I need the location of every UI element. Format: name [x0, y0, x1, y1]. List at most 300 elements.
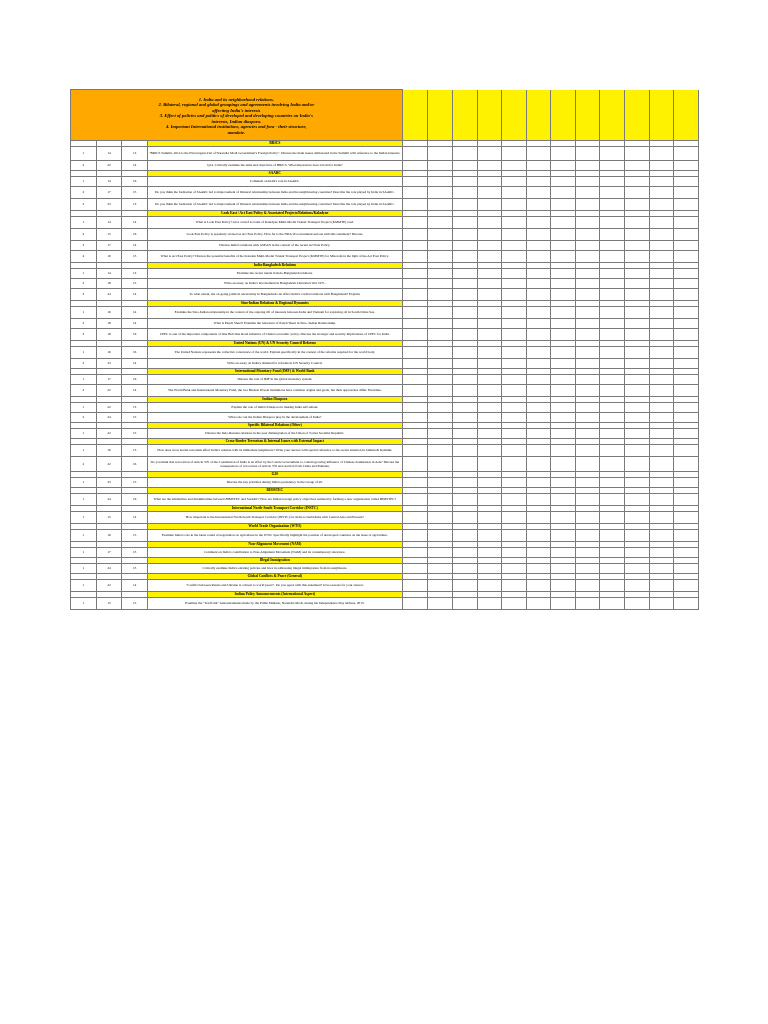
blank-cell — [452, 90, 477, 141]
question-text: What is Act East Policy? Discuss the potential benefits of the Kaladan Multi-Modal Transit Transport Project (KMMTP) for Mizoram in the light of the Act East Policy. — [148, 251, 403, 263]
blank-cell — [402, 187, 428, 199]
blank-cell — [452, 279, 477, 289]
blank-cell — [526, 548, 551, 558]
header-line: 4. Important International institutions, agencies and fora - their structure, — [165, 124, 307, 130]
blank-cell — [674, 530, 699, 542]
question-col-b: 14 — [122, 512, 148, 524]
section-heading: Look East / Act East Policy & Associated Projects/Relations/Kaladyne — [148, 211, 403, 217]
blank-cell — [600, 147, 625, 161]
question-row — [71, 598, 699, 610]
question-col-a: 14 — [96, 217, 122, 229]
blank-cell — [575, 347, 600, 359]
blank-cell — [600, 319, 625, 329]
blank-cell — [402, 598, 428, 610]
blank-cell — [674, 90, 699, 141]
blank-cell — [428, 187, 453, 199]
question-col-b: 16 — [122, 229, 148, 241]
section-heading: Non-Alignment Movement (NAM) — [148, 542, 403, 548]
question-text: Comment on India's role in SAARC. — [148, 177, 403, 187]
blank-cell — [477, 187, 502, 199]
blank-cell — [402, 548, 428, 558]
blank-cell — [600, 564, 625, 574]
blank-cell — [428, 217, 453, 229]
question-row — [71, 177, 699, 187]
question-number: 3 — [71, 329, 97, 341]
blank-cell — [551, 580, 576, 592]
blank-cell — [402, 307, 428, 319]
blank-cell — [402, 177, 428, 187]
blank-cell — [625, 530, 650, 542]
blank-cell — [575, 289, 600, 301]
blank-cell — [600, 457, 625, 472]
blank-cell — [649, 307, 674, 319]
blank-cell — [477, 319, 502, 329]
blank-cell — [600, 494, 625, 506]
question-row — [71, 494, 699, 506]
blank-cell — [428, 177, 453, 187]
blank-cell — [551, 359, 576, 369]
blank-cell — [551, 289, 576, 301]
blank-cell — [625, 478, 650, 488]
blank-cell — [428, 375, 453, 385]
blank-cell — [600, 90, 625, 141]
blank-cell — [625, 494, 650, 506]
blank-cell — [402, 512, 428, 524]
blank-cell — [452, 199, 477, 211]
blank-cell — [526, 512, 551, 524]
blank-cell — [674, 478, 699, 488]
question-col-a: 17 — [96, 375, 122, 385]
question-row — [71, 512, 699, 524]
question-col-b: 14 — [122, 385, 148, 397]
blank-cell — [452, 413, 477, 423]
blank-cell — [551, 548, 576, 558]
blank-cell — [551, 564, 576, 574]
blank-cell — [575, 457, 600, 472]
blank-cell — [428, 478, 453, 488]
blank-cell — [649, 385, 674, 397]
blank-cell — [477, 217, 502, 229]
blank-cell — [600, 580, 625, 592]
question-col-a: 23 — [96, 359, 122, 369]
blank-cell — [575, 548, 600, 558]
blank-cell — [575, 199, 600, 211]
blank-cell — [477, 385, 502, 397]
blank-cell — [625, 403, 650, 413]
blank-cell — [452, 241, 477, 251]
blank-cell — [402, 530, 428, 542]
blank-cell — [649, 90, 674, 141]
blank-cell — [551, 429, 576, 439]
header-line: affecting India's interests — [212, 107, 261, 113]
blank-cell — [502, 307, 527, 319]
blank-cell — [625, 457, 650, 472]
blank-cell — [477, 251, 502, 263]
blank-cell — [428, 385, 453, 397]
question-number: 2 — [71, 359, 97, 369]
section-heading: Indian Policy Announcements (International Aspect) — [148, 592, 403, 598]
blank-cell — [452, 375, 477, 385]
question-text: Critically examine India's existing policies and laws in addressing illegal immigration from its neighbours. — [148, 564, 403, 574]
blank-cell — [502, 564, 527, 574]
blank-cell — [502, 289, 527, 301]
blank-cell — [625, 375, 650, 385]
question-col-a: 22 — [96, 429, 122, 439]
blank-cell — [600, 347, 625, 359]
question-col-b: 14 — [122, 217, 148, 229]
blank-cell — [674, 177, 699, 187]
blank-cell — [477, 530, 502, 542]
blank-cell — [402, 403, 428, 413]
blank-cell — [674, 147, 699, 161]
blank-cell — [625, 359, 650, 369]
question-col-b: 16 — [122, 494, 148, 506]
blank-cell — [625, 269, 650, 279]
blank-cell — [502, 445, 527, 457]
blank-cell — [674, 199, 699, 211]
blank-cell — [575, 375, 600, 385]
blank-cell — [551, 161, 576, 171]
blank-cell — [649, 187, 674, 199]
question-col-a: 16 — [96, 307, 122, 319]
blank-cell — [477, 375, 502, 385]
blank-cell — [526, 375, 551, 385]
blank-cell — [575, 177, 600, 187]
blank-cell — [625, 445, 650, 457]
blank-cell — [575, 445, 600, 457]
blank-cell — [526, 359, 551, 369]
question-text: Write an essay on India's demand for reforms in UN Security Council. — [148, 359, 403, 369]
section-heading: Specific Bilateral Relations (Other) — [148, 423, 403, 429]
blank-cell — [674, 413, 699, 423]
question-row — [71, 347, 699, 359]
blank-cell — [625, 307, 650, 319]
blank-cell — [477, 580, 502, 592]
question-col-b: 15 — [122, 478, 148, 488]
blank-cell — [402, 90, 428, 141]
blank-cell — [477, 147, 502, 161]
blank-cell — [502, 241, 527, 251]
blank-cell — [428, 90, 453, 141]
blank-cell — [526, 478, 551, 488]
blank-cell — [625, 580, 650, 592]
blank-cell — [551, 494, 576, 506]
question-number: 4 — [71, 251, 97, 263]
blank-cell — [428, 329, 453, 341]
question-col-a: 22 — [96, 385, 122, 397]
blank-cell — [551, 403, 576, 413]
question-number: 1 — [71, 269, 97, 279]
blank-cell — [625, 199, 650, 211]
blank-cell — [428, 307, 453, 319]
blank-cell — [625, 548, 650, 558]
blank-cell — [600, 187, 625, 199]
blank-cell — [649, 251, 674, 263]
question-col-b: 13 — [122, 564, 148, 574]
blank-cell — [428, 347, 453, 359]
blank-cell — [674, 429, 699, 439]
blank-cell — [526, 319, 551, 329]
section-heading: BRICS — [148, 141, 403, 147]
blank-cell — [477, 478, 502, 488]
question-col-a: 22 — [96, 580, 122, 592]
blank-cell — [551, 347, 576, 359]
blank-cell — [452, 177, 477, 187]
blank-cell — [502, 403, 527, 413]
blank-cell — [649, 445, 674, 457]
blank-cell — [477, 359, 502, 369]
blank-cell — [600, 530, 625, 542]
blank-cell — [477, 177, 502, 187]
blank-cell — [674, 269, 699, 279]
blank-cell — [674, 289, 699, 301]
blank-cell — [477, 269, 502, 279]
blank-cell — [600, 512, 625, 524]
question-col-b: 16 — [122, 457, 148, 472]
blank-cell — [502, 217, 527, 229]
blank-cell — [502, 598, 527, 610]
blank-cell — [575, 329, 600, 341]
question-text: Look East Policy is popularly revised as Act East Policy. How far is the NDA II Government serious with this statement? Discuss. — [148, 229, 403, 241]
blank-cell — [502, 177, 527, 187]
header-line: mandate. — [227, 129, 246, 135]
blank-cell — [402, 251, 428, 263]
blank-cell — [477, 598, 502, 610]
blank-cell — [575, 279, 600, 289]
blank-cell — [502, 494, 527, 506]
question-number: 1 — [71, 512, 97, 524]
blank-cell — [575, 429, 600, 439]
question-row — [71, 187, 699, 199]
blank-cell — [526, 494, 551, 506]
blank-cell — [526, 161, 551, 171]
section-heading: Cross-Border Terrorism & Internal Issues with External Impact — [148, 439, 403, 445]
blank-cell — [428, 147, 453, 161]
blank-cell — [477, 548, 502, 558]
question-text: What role can the Indian Diaspora play in the development of India? — [148, 413, 403, 423]
blank-cell — [502, 347, 527, 359]
blank-cell — [526, 598, 551, 610]
question-text: The United Nations represents the collective conscience of the world. Explain specifically in the context of the reforms required for the world body. — [148, 347, 403, 359]
question-number: 1 — [71, 598, 97, 610]
blank-cell — [502, 457, 527, 472]
blank-cell — [402, 319, 428, 329]
blank-cell — [452, 457, 477, 472]
question-col-a: 17 — [96, 241, 122, 251]
question-row — [71, 478, 699, 488]
blank-cell — [402, 161, 428, 171]
question-col-b: 14 — [122, 580, 148, 592]
blank-cell — [452, 229, 477, 241]
blank-cell — [402, 217, 428, 229]
blank-cell — [674, 251, 699, 263]
blank-cell — [477, 229, 502, 241]
blank-cell — [502, 251, 527, 263]
blank-cell — [674, 598, 699, 610]
blank-cell — [551, 229, 576, 241]
blank-cell — [502, 329, 527, 341]
blank-cell — [625, 429, 650, 439]
question-text: Do you think that revocation of Article 370 of the Constitution of India is an effort by the Centre Government to contain growing influence of Chinese domination in Asia? Discuss the consequences of revocation of Article 370 and reaction from China and Pakistan. — [148, 457, 403, 472]
blank-cell — [600, 329, 625, 341]
sheet-body — [71, 90, 699, 610]
blank-cell — [477, 413, 502, 423]
blank-cell — [551, 241, 576, 251]
question-text: "BRICS Summit, 2014 is the Extravagant trial of Narendra Modi Government's Foreign Policy". Discuss the main issues deliberated in the Summit with reference to the Indian interests. — [148, 147, 403, 161]
blank-cell — [600, 289, 625, 301]
blank-cell — [551, 598, 576, 610]
question-col-a: 17 — [96, 548, 122, 558]
question-col-a: 24 — [96, 413, 122, 423]
question-number: 1 — [71, 580, 97, 592]
question-text: Examine the "Ten Point" Announcements made by the Prime Minister, Narendra Modi, during his Independence Day address, 2015. — [148, 598, 403, 610]
blank-cell — [649, 319, 674, 329]
header-row — [71, 90, 699, 141]
blank-cell — [649, 413, 674, 423]
blank-cell — [526, 90, 551, 141]
question-row — [71, 445, 699, 457]
blank-cell — [575, 241, 600, 251]
blank-cell — [575, 307, 600, 319]
blank-cell — [674, 445, 699, 457]
question-col-a: 15 — [96, 598, 122, 610]
blank-cell — [402, 580, 428, 592]
question-text: What is Panch Sheel? Examine the relevance of Panch Sheel in Sino- Indian Relationship. — [148, 319, 403, 329]
question-number: 1 — [71, 548, 97, 558]
blank-cell — [625, 512, 650, 524]
question-text: Comment on India's contribution to Non-Alignment Movement (NAM) and its contemporary relevance. — [148, 548, 403, 558]
question-number: 2 — [71, 385, 97, 397]
question-col-b: 13 — [122, 445, 148, 457]
blank-cell — [674, 403, 699, 413]
question-text: Discuss the key priorities during India's presidency in the Group of 20. — [148, 478, 403, 488]
blank-cell — [402, 385, 428, 397]
blank-cell — [502, 375, 527, 385]
question-col-b: 14 — [122, 319, 148, 329]
question-number: 3 — [71, 199, 97, 211]
question-number: 2 — [71, 229, 97, 241]
blank-cell — [502, 161, 527, 171]
blank-cell — [575, 530, 600, 542]
question-col-b: 15 — [122, 279, 148, 289]
blank-cell — [649, 177, 674, 187]
blank-cell — [600, 307, 625, 319]
blank-cell — [428, 457, 453, 472]
blank-cell — [575, 359, 600, 369]
blank-cell — [649, 161, 674, 171]
blank-cell — [502, 548, 527, 558]
section-heading: Sino-Indian Relations & Regional Dynamics — [148, 301, 403, 307]
blank-cell — [452, 289, 477, 301]
blank-cell — [625, 319, 650, 329]
question-col-a: 14 — [96, 147, 122, 161]
blank-cell — [477, 403, 502, 413]
blank-cell — [526, 147, 551, 161]
blank-cell — [402, 457, 428, 472]
blank-cell — [452, 598, 477, 610]
blank-cell — [452, 147, 477, 161]
question-row — [71, 375, 699, 385]
blank-cell — [674, 161, 699, 171]
blank-cell — [649, 279, 674, 289]
blank-cell — [452, 329, 477, 341]
blank-cell — [502, 580, 527, 592]
blank-cell — [477, 564, 502, 574]
blank-cell — [674, 494, 699, 506]
section-heading: International Monetary Fund (IMF) & World Bank — [148, 369, 403, 375]
header-line: 3. Effect of policies and politics of developed and developing countries on India's — [159, 113, 313, 119]
header-line: 2. Bilateral, regional and global groupings and agreements involving India and/or — [158, 102, 315, 108]
blank-cell — [477, 90, 502, 141]
blank-cell — [575, 229, 600, 241]
question-text: Do you think the formation of SAARC led to improvement of bilateral relationship between India and the neighbouring countries? Describe the role played by India in SAARC. — [148, 199, 403, 211]
blank-cell — [575, 580, 600, 592]
blank-cell — [575, 187, 600, 199]
blank-cell — [428, 269, 453, 279]
blank-cell — [649, 347, 674, 359]
blank-cell — [526, 187, 551, 199]
blank-cell — [575, 564, 600, 574]
blank-cell — [452, 347, 477, 359]
blank-cell — [428, 319, 453, 329]
question-number: 3 — [71, 289, 97, 301]
question-col-b: 13 — [122, 199, 148, 211]
question-col-b: 13 — [122, 403, 148, 413]
blank-cell — [551, 375, 576, 385]
blank-cell — [600, 251, 625, 263]
blank-cell — [674, 319, 699, 329]
blank-cell — [649, 478, 674, 488]
blank-cell — [674, 217, 699, 229]
question-col-a: 24 — [96, 564, 122, 574]
blank-cell — [674, 307, 699, 319]
blank-cell — [477, 494, 502, 506]
blank-cell — [428, 445, 453, 457]
blank-cell — [402, 269, 428, 279]
question-sheet-table — [70, 89, 699, 610]
blank-cell — [649, 241, 674, 251]
question-number: 1 — [71, 217, 97, 229]
question-text: Discuss India's relations with ASEAN in the context of the recent Act East Policy. — [148, 241, 403, 251]
blank-cell — [625, 177, 650, 187]
question-row — [71, 269, 699, 279]
blank-cell — [674, 375, 699, 385]
question-col-b: 16 — [122, 329, 148, 341]
blank-cell — [625, 147, 650, 161]
blank-cell — [477, 289, 502, 301]
blank-cell — [526, 279, 551, 289]
question-row — [71, 530, 699, 542]
question-text: "Conflict between Russia and Ukraine is a threat to world peace". Do you agree with this statement? Give reasons for your answer. — [148, 580, 403, 592]
question-col-a: 14 — [96, 269, 122, 279]
blank-cell — [428, 580, 453, 592]
blank-cell — [600, 229, 625, 241]
blank-cell — [428, 359, 453, 369]
blank-cell — [674, 241, 699, 251]
blank-cell — [452, 494, 477, 506]
blank-cell — [551, 251, 576, 263]
blank-cell — [575, 319, 600, 329]
question-col-b: 13 — [122, 251, 148, 263]
blank-cell — [526, 413, 551, 423]
blank-cell — [600, 445, 625, 457]
blank-cell — [477, 161, 502, 171]
question-text: How important is the International North-South Transport Corridor (INSTC) for India to build links with Central Asia and Eurasia? — [148, 512, 403, 524]
question-row — [71, 241, 699, 251]
blank-cell — [551, 90, 576, 141]
blank-cell — [600, 375, 625, 385]
question-row — [71, 307, 699, 319]
